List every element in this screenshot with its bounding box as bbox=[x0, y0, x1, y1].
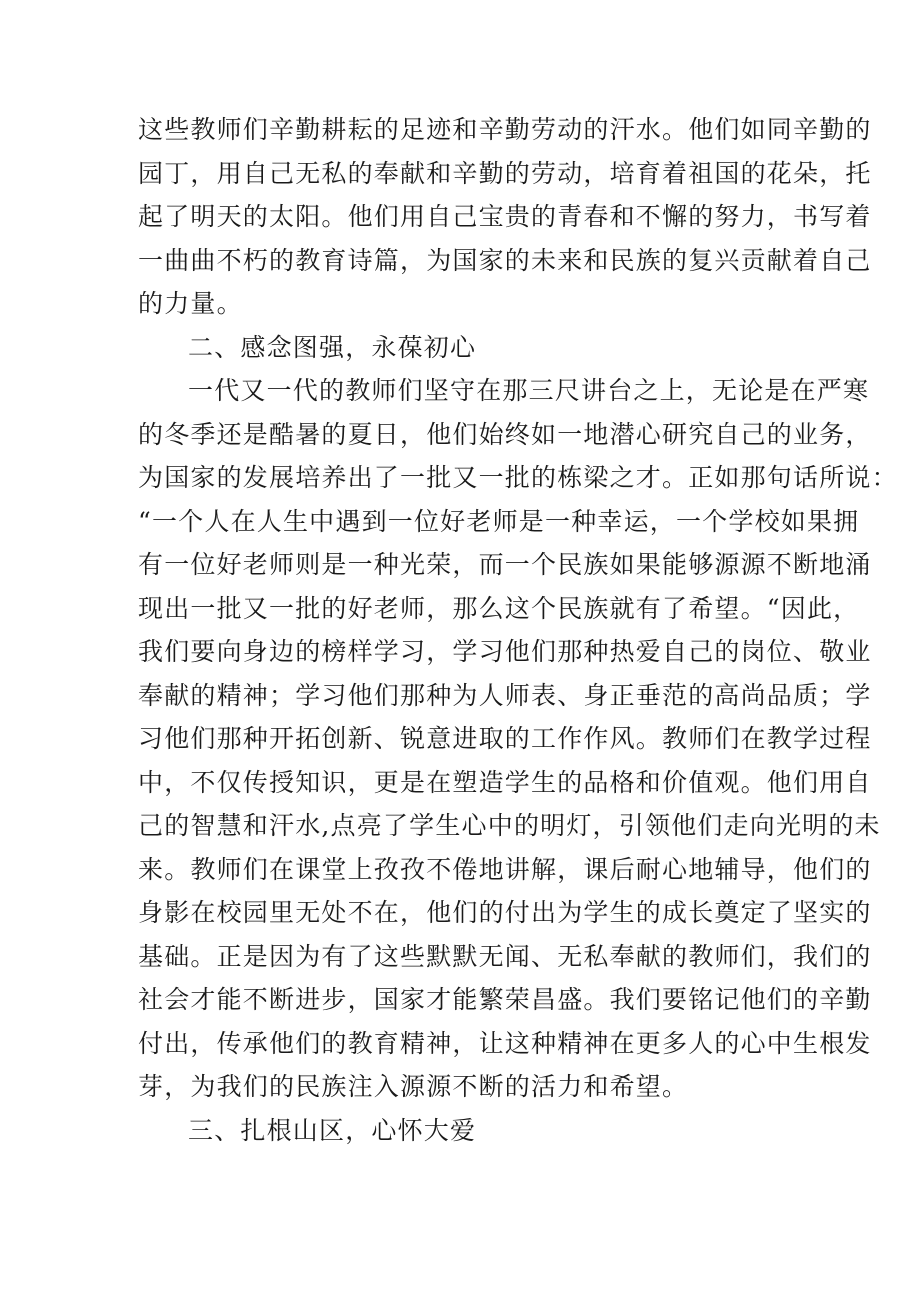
text-line: 付出，传承他们的教育精神，让这种精神在更多人的心中生根发 bbox=[138, 1029, 872, 1058]
text-line: 有一位好老师则是一种光荣，而一个民族如果能够源源不断地涌 bbox=[138, 550, 872, 579]
text-line: 园丁，用自己无私的奉献和辛勤的劳动，培育着祖国的花朵，托 bbox=[138, 159, 872, 188]
text-line: 身影在校园里无处不在，他们的付出为学生的成长奠定了坚实的 bbox=[138, 898, 872, 927]
text-line: 习他们那种开拓创新、锐意进取的工作作风。教师们在教学过程 bbox=[138, 724, 872, 753]
text-line: 现出一批又一批的好老师，那么这个民族就有了希望。“因此， bbox=[138, 594, 860, 623]
text-line: 为国家的发展培养出了一批又一批的栋梁之才。正如那句话所说： bbox=[138, 463, 898, 492]
text-line: 社会才能不断进步，国家才能繁荣昌盛。我们要铭记他们的辛勤 bbox=[138, 985, 872, 1014]
text-line: 起了明天的太阳。他们用自己宝贵的青春和不懈的努力，书写着 bbox=[138, 202, 872, 231]
text-line: 来。教师们在课堂上孜孜不倦地讲解，课后耐心地辅导，他们的 bbox=[138, 855, 872, 884]
text-line: 己的智慧和汗水,点亮了学生心中的明灯，引领他们走向光明的未 bbox=[138, 811, 881, 840]
text-line: “一个人在人生中遇到一位好老师是一种幸运，一个学校如果拥 bbox=[138, 507, 860, 536]
text-line: 我们要向身边的榜样学习，学习他们那种热爱自己的岗位、敬业 bbox=[138, 637, 872, 666]
text-line: 的力量。 bbox=[138, 289, 243, 318]
section-heading-2: 二、感念图强，永葆初心 bbox=[188, 333, 477, 362]
text-line: 这些教师们辛勤耕耘的足迹和辛勤劳动的汗水。他们如同辛勤的 bbox=[138, 115, 872, 144]
text-line: 奉献的精神；学习他们那种为人师表、身正垂范的高尚品质；学 bbox=[138, 681, 872, 710]
section-heading-3: 三、扎根山区，心怀大爱 bbox=[188, 1116, 477, 1145]
text-line: 基础。正是因为有了这些默默无闻、无私奉献的教师们，我们的 bbox=[138, 942, 872, 971]
text-line: 中，不仅传授知识，更是在塑造学生的品格和价值观。他们用自 bbox=[138, 768, 872, 797]
text-line: 的冬季还是酷暑的夏日，他们始终如一地潜心研究自己的业务， bbox=[138, 420, 872, 449]
text-line: 芽，为我们的民族注入源源不断的活力和希望。 bbox=[138, 1072, 689, 1101]
paragraph-first-line: 一代又一代的教师们坚守在那三尺讲台之上，无论是在严寒 bbox=[188, 376, 870, 405]
text-line: 一曲曲不朽的教育诗篇，为国家的未来和民族的复兴贡献着自己 bbox=[138, 246, 872, 275]
